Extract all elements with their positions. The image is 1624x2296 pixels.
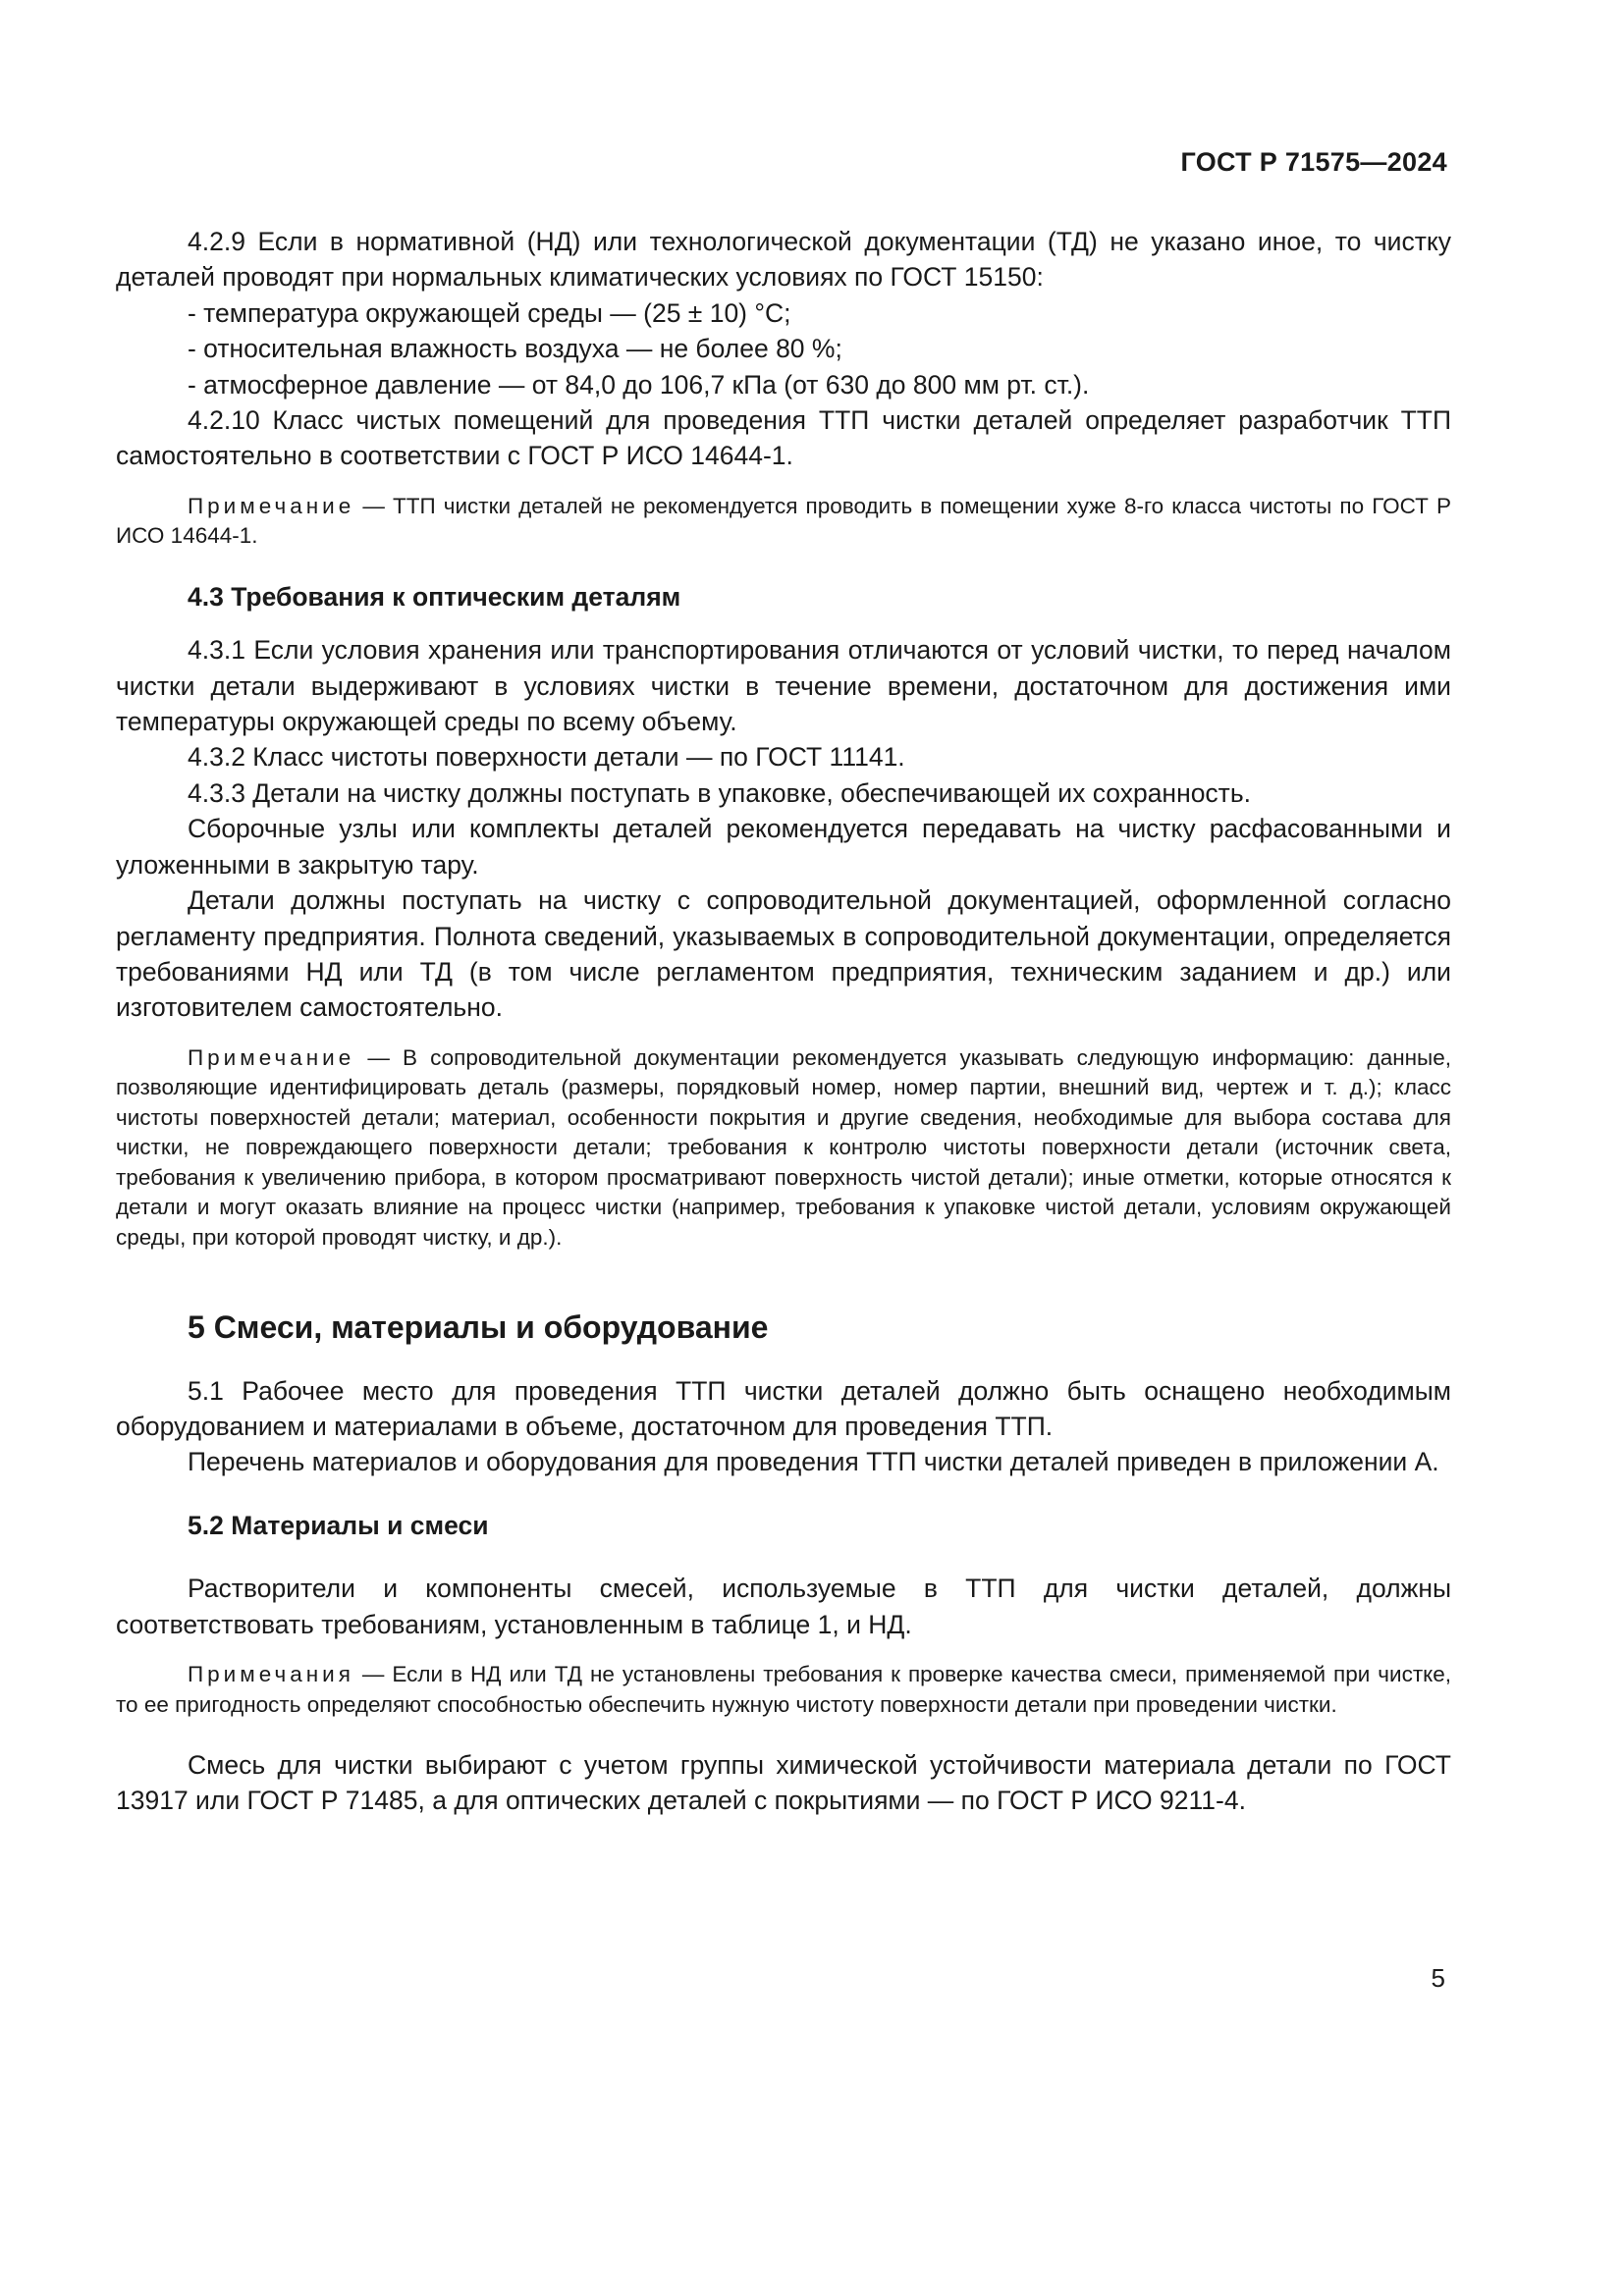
paragraph-equipment-list: Перечень материалов и оборудования для проведения ТТП чистки деталей приведен в приложении А. [188,1447,1439,1477]
document-code-header: ГОСТ Р 71575—2024 [1180,147,1447,177]
clause-4-3-2: 4.3.2 Класс чистоты поверхности детали — по ГОСТ 11141. [188,742,905,773]
note-label: Примечания [188,1662,354,1687]
paragraph-solvents: Растворители и компоненты смесей, используемые в ТТП для чистки деталей, должны соответствовать требованиям, установленным в таблице 1, и НД. [116,1574,1451,1639]
paragraph-assembly-units: Сборочные узлы или комплекты деталей рекомендуется передавать на чистку расфасованными и уложенными в закрытую тару. [116,814,1451,880]
note-text: — ТТП чистки деталей не рекомендуется проводить в помещении хуже 8-го класса чистоты по ГОСТ Р ИСО 14644-1. [116,493,1451,549]
section-heading-5: 5 Смеси, материалы и оборудование [188,1309,769,1346]
clause-4-2-10: 4.2.10 Класс чистых помещений для проведения ТТП чистки деталей определяет разработчик ТТП самостоятельно в соответствии с ГОСТ Р ИСО 14644-1. [116,405,1451,471]
section-heading-4-3: 4.3 Требования к оптическим деталям [188,581,681,612]
note-label: Примечание [188,1044,355,1070]
clause-4-3-3: 4.3.3 Детали на чистку должны поступать в упаковке, обеспечивающей их сохранность. [188,777,1251,808]
section-heading-5-2: 5.2 Материалы и смеси [188,1510,489,1540]
list-item-temperature: - температура окружающей среды — (25 ± 10) °С; [188,297,791,328]
clause-5-1: 5.1 Рабочее место для проведения ТТП чистки деталей должно быть оснащено необходимым оборудованием и материалами в объеме, достаточном для проведения ТТП. [116,1375,1451,1442]
paragraph-accompanying-docs: Детали должны поступать на чистку с сопроводительной документацией, оформленной согласно регламенту предприятия. Полнота сведений, указываемых в сопроводительной документации, определяется требованиями НД или ТД (в том числе регламентом предприятия, техническим заданием и др.) или изготовителем самостоятельно. [116,885,1451,1023]
note-mixture-quality [116,1660,1451,1720]
page-body [116,224,1451,1819]
list-item-humidity: - относительная влажность воздуха — не более 80 %; [188,334,842,364]
note-text: — В сопроводительной документации рекомендуется указывать следующую информацию: данные, позволяющие идентифицировать деталь (размеры, порядковый номер, номер партии, внешний вид, чертеж и т. д.); класс чистоты поверхностей детали; материал, особенности покрытия и другие сведения, необходимые для выбора состава для чистки, не повреждающего поверхности детали; требования к контролю чистоты поверхности детали (источник света, требования к увеличению прибора, в котором просматривают поверхность чистой детали); иные отметки, которые относятся к детали и могут оказать влияние на процесс чистки (например, требования к упаковке чистой детали, условиям окружающей среды, при которой проводят чистку, и др.). [116,1044,1451,1250]
clause-4-2-9: 4.2.9 Если в нормативной (НД) или технологической документации (ТД) не указано иное, то чистку деталей проводят при нормальных климатических условиях по ГОСТ 15150: [116,227,1451,293]
list-item-pressure: - атмосферное давление — от 84,0 до 106,7 кПа (от 630 до 800 мм рт. ст.). [188,369,1090,400]
page-number: 5 [1431,1963,1445,1993]
note-accompanying-info [116,1043,1451,1254]
note-label: Примечание [188,493,355,518]
note-cleanroom-class [116,492,1451,552]
note-text: — Если в НД или ТД не установлены требования к проверке качества смеси, применяемой при чистке, то ее пригодность определяют способностью обеспечить нужную чистоту поверхности детали при проведении чистки. [116,1662,1451,1717]
clause-4-3-1: 4.3.1 Если условия хранения или транспортирования отличаются от условий чистки, то перед началом чистки детали выдерживают в условиях чистки в течение времени, достаточном для достижения ими температуры окружающей среды по всему объему. [116,635,1451,737]
paragraph-mixture-selection: Смесь для чистки выбирают с учетом группы химической устойчивости материала детали по ГОСТ 13917 или ГОСТ Р 71485, а для оптических деталей с покрытиями — по ГОСТ Р ИСО 9211-4. [116,1750,1451,1816]
